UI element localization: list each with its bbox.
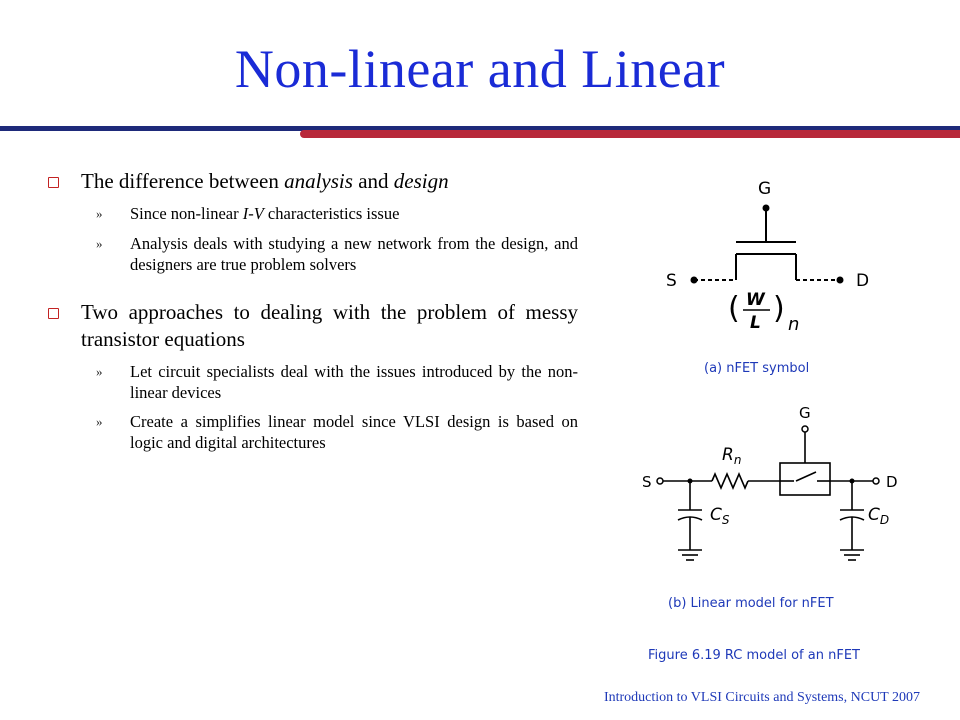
sub-bullet-1-2	[96, 233, 578, 275]
chevron-bullet-icon: »	[96, 364, 103, 379]
nfet-symbol-caption: (a) nFET symbol	[704, 361, 810, 376]
source-terminal	[657, 478, 663, 484]
chevron-bullet-icon: »	[96, 236, 103, 251]
gate-label: G	[758, 179, 772, 199]
sub-bullet-text: Let circuit specialists deal with the issues introduced by the non-linear devices	[130, 362, 578, 402]
gate-node	[763, 205, 770, 212]
sub-bullet-text: Since non-linear I-V characteristics issue	[130, 204, 400, 223]
bullet-2	[48, 299, 578, 353]
bullet-1-text: The difference between analysis and design	[81, 169, 449, 193]
drain-junction	[850, 479, 855, 484]
switch-box	[780, 463, 830, 495]
gate-label: G	[799, 404, 811, 422]
chevron-bullet-icon: »	[96, 414, 103, 429]
sub-bullet-2-1	[96, 361, 578, 403]
cd-label: $C_D$	[868, 505, 890, 527]
resistor-label: $R_n$	[722, 445, 742, 467]
drain-node	[837, 277, 844, 284]
bullet-1	[48, 168, 578, 195]
square-bullet-icon	[48, 308, 59, 319]
title-divider	[0, 126, 960, 140]
ratio-close-paren: )	[773, 291, 785, 326]
bullet-2-text: Two approaches to dealing with the problem of messy transistor equations	[81, 300, 578, 351]
gate-terminal	[802, 426, 808, 432]
switch-blade	[796, 472, 816, 481]
resistor-icon	[712, 474, 748, 488]
ratio-numerator: W	[746, 290, 765, 310]
divider-red-bar	[300, 130, 960, 138]
footer-text: Introduction to VLSI Circuits and Systems, NCUT 2007	[603, 690, 920, 705]
nfet-linear-model-diagram	[640, 400, 910, 585]
bullet-list	[48, 168, 578, 453]
drain-terminal	[873, 478, 879, 484]
source-junction	[688, 479, 693, 484]
ratio-subscript: n	[788, 314, 800, 335]
nfet-symbol-diagram	[650, 170, 900, 345]
sub-bullet-text: Analysis deals with studying a new network from the design, and designers are true problem solvers	[130, 234, 578, 274]
cs-label: $C_S$	[710, 505, 730, 527]
ratio-open-paren: (	[728, 291, 740, 326]
chevron-bullet-icon: »	[96, 206, 103, 221]
source-node	[691, 277, 698, 284]
source-label: S	[666, 271, 677, 291]
slide-title: Non-linear and Linear	[234, 39, 726, 99]
ratio-denominator: L	[750, 313, 761, 333]
figure-caption: Figure 6.19 RC model of an nFET	[648, 648, 860, 663]
drain-label: D	[856, 271, 870, 291]
drain-label: D	[886, 473, 898, 491]
square-bullet-icon	[48, 177, 59, 188]
linear-model-caption: (b) Linear model for nFET	[668, 596, 834, 611]
sub-bullet-2-2	[96, 411, 578, 453]
sub-bullet-1-1	[96, 203, 578, 225]
sub-bullet-text: Create a simplifies linear model since VLSI design is based on logic and digital architectures	[130, 412, 578, 452]
source-label: S	[642, 473, 652, 491]
